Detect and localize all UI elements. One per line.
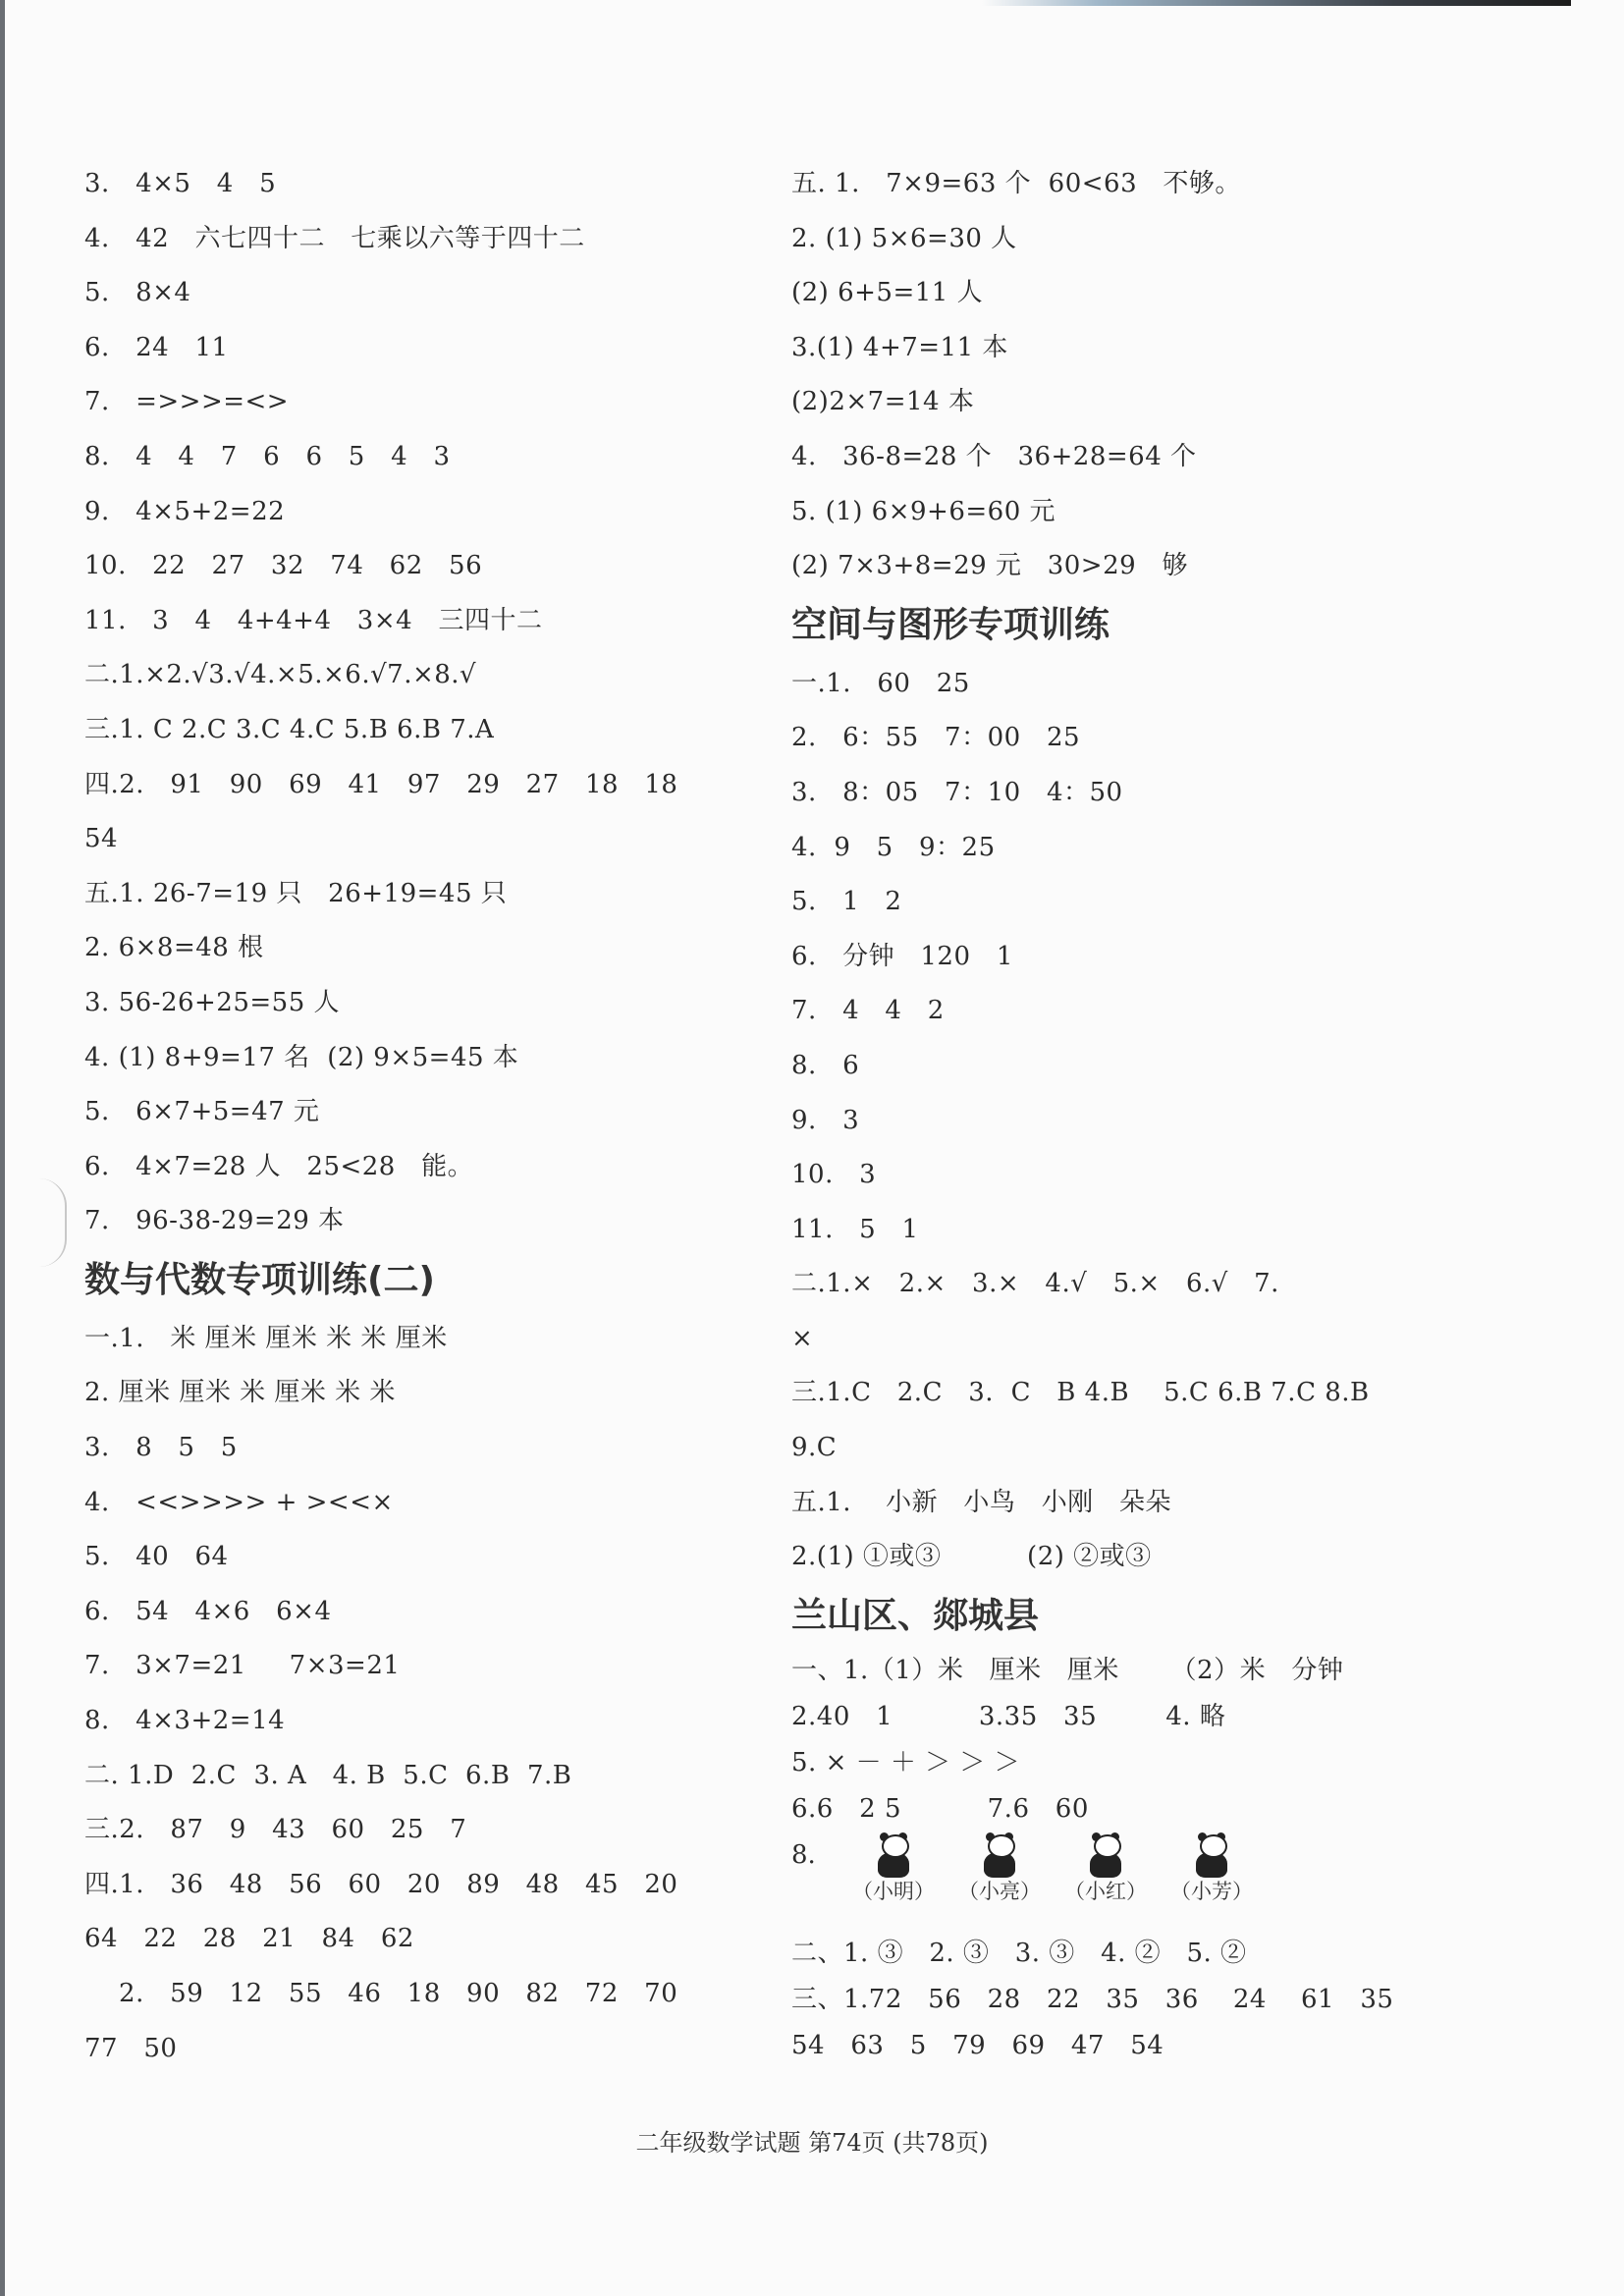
margin-pencil-mark bbox=[39, 1178, 67, 1267]
panda-figure bbox=[947, 1832, 1053, 1905]
answer-list-word-problems bbox=[791, 157, 1479, 594]
answer-line: 7. 4 4 2 bbox=[791, 996, 945, 1026]
answer-line: 四.1. 36 48 56 60 20 89 48 45 20 bbox=[84, 1869, 678, 1899]
answer-line: 3. 4×5 4 5 bbox=[84, 169, 277, 198]
answer-line: 5. 6×7+5=47 元 bbox=[84, 1097, 320, 1127]
answer-line: × bbox=[791, 1323, 814, 1353]
answer-list-space-shape bbox=[791, 657, 1479, 1585]
answer-line: 二、1. ③ 2. ③ 3. ③ 4. ② 5. ② bbox=[791, 1938, 1247, 1968]
section-heading-number-algebra-2: 数与代数专项训练(二) bbox=[84, 1259, 435, 1300]
answer-line: 54 bbox=[84, 824, 119, 854]
answer-line: 6.6 2 5 7.6 60 bbox=[791, 1793, 1089, 1824]
answer-line: 四.2. 91 90 69 41 97 29 27 18 18 bbox=[84, 769, 678, 799]
panda-caption: （小红） bbox=[1064, 1879, 1147, 1903]
answer-line: 2. 厘米 厘米 米 厘米 米 米 bbox=[84, 1378, 396, 1408]
answer-line: 2. 6×8=48 根 bbox=[84, 933, 264, 963]
answer-line: 11. 3 4 4+4+4 3×4 三四十二 bbox=[84, 605, 543, 635]
answer-line: 7. =>>>=<> bbox=[84, 387, 290, 417]
answer-line: 54 63 5 79 69 47 54 bbox=[791, 2030, 1164, 2060]
answer-line: 9.C bbox=[791, 1433, 838, 1463]
answer-line: (2) 6+5=11 人 bbox=[791, 278, 984, 308]
panda-side-icon bbox=[1086, 1834, 1125, 1878]
answer-line: 4. 9 5 9：25 bbox=[791, 832, 996, 862]
answer-line: 五.1. 小新 小鸟 小刚 朵朵 bbox=[791, 1487, 1172, 1517]
answer-line: 4. (1) 8+9=17 名 (2) 9×5=45 本 bbox=[84, 1042, 519, 1072]
answer-line: 二. 1.D 2.C 3. A 4. B 5.C 6.B 7.B bbox=[84, 1760, 572, 1790]
answer-line: 二.1.× 2.× 3.× 4.√ 5.× 6.√ 7. bbox=[791, 1269, 1279, 1299]
answer-line: 10. 22 27 32 74 62 56 bbox=[84, 551, 483, 581]
answer-line: 8. 6 bbox=[791, 1050, 860, 1080]
answer-line: 2.40 1 3.35 35 4. 略 bbox=[791, 1701, 1226, 1731]
answer-line: 64 22 28 21 84 62 bbox=[84, 1924, 414, 1954]
answer-list-lanshan-part1 bbox=[791, 1648, 1479, 1832]
answer-line: 2. 59 12 55 46 18 90 82 72 70 bbox=[84, 1979, 678, 2008]
answer-line: 8. 4 4 7 6 6 5 4 3 bbox=[84, 441, 451, 471]
panda-caption: （小明） bbox=[852, 1879, 935, 1903]
answer-line: 3. 8 5 5 bbox=[84, 1433, 238, 1463]
answer-line: 2. (1) 5×6=30 人 bbox=[791, 223, 1017, 253]
answer-line: 三、1.72 56 28 22 35 36 24 61 35 bbox=[791, 1984, 1394, 2014]
answer-line: 五. 1. 7×9=63 个 60<63 不够。 bbox=[791, 169, 1241, 198]
answer-line: 6. 4×7=28 人 25<28 能。 bbox=[84, 1151, 474, 1181]
panda-views-answer bbox=[791, 1832, 1479, 1931]
panda-caption: （小芳） bbox=[1170, 1879, 1253, 1903]
answer-line: 3.(1) 4+7=11 本 bbox=[791, 332, 1008, 362]
section-heading-lanshan-tancheng: 兰山区、郯城县 bbox=[791, 1595, 1040, 1636]
answer-line: 8. 4×3+2=14 bbox=[84, 1706, 286, 1736]
scan-edge-top bbox=[982, 0, 1571, 6]
answer-list-lanshan-part2 bbox=[791, 1931, 1479, 2069]
answer-line: 3. 8：05 7：10 4：50 bbox=[791, 777, 1123, 807]
answer-line: 7. 96-38-29=29 本 bbox=[84, 1206, 345, 1236]
answer-line: 三.1. C 2.C 3.C 4.C 5.B 6.B 7.A bbox=[84, 714, 495, 744]
answer-line: 5. 1 2 bbox=[791, 887, 902, 917]
answer-line: 三.1.C 2.C 3. C B 4.B 5.C 6.B 7.C 8.B bbox=[791, 1378, 1370, 1408]
answer-line: 9. 4×5+2=22 bbox=[84, 496, 286, 526]
section-heading-space-shape: 空间与图形专项训练 bbox=[791, 604, 1110, 645]
panda-figure bbox=[840, 1832, 947, 1905]
answer-line: 5. 40 64 bbox=[84, 1542, 229, 1572]
answer-line: (2)2×7=14 本 bbox=[791, 387, 975, 417]
right-column bbox=[791, 157, 1479, 2069]
panda-back-icon bbox=[1192, 1834, 1231, 1878]
answer-line: 二.1.×2.√3.√4.×5.×6.√7.×8.√ bbox=[84, 660, 477, 690]
answer-line: 7. 3×7=21 7×3=21 bbox=[84, 1651, 401, 1681]
answer-line: 11. 5 1 bbox=[791, 1214, 919, 1244]
answer-line: 2.(1) ①或③ (2) ②或③ bbox=[791, 1542, 1152, 1572]
answer-list-continued bbox=[84, 157, 752, 1249]
answer-line: 5. 8×4 bbox=[84, 278, 191, 308]
answer-line: 4. 42 六七四十二 七乘以六等于四十二 bbox=[84, 223, 585, 253]
answer-line: 10. 3 bbox=[791, 1160, 877, 1190]
answer-line: 一.1. 米 厘米 厘米 米 米 厘米 bbox=[84, 1323, 448, 1353]
panda-figure bbox=[1159, 1832, 1265, 1905]
panda-side-icon bbox=[980, 1834, 1019, 1878]
answer-line: 三.2. 87 9 43 60 25 7 bbox=[84, 1815, 467, 1845]
panda-caption: （小亮） bbox=[958, 1879, 1041, 1903]
answer-line: 4. <<>>>> + ><<× bbox=[84, 1487, 394, 1517]
answer-line: 6. 24 11 bbox=[84, 332, 229, 362]
answer-line: (2) 7×3+8=29 元 30>29 够 bbox=[791, 551, 1188, 581]
answer-line: 77 50 bbox=[84, 2033, 178, 2063]
answer-line: 9. 3 bbox=[791, 1105, 860, 1135]
question-number: 8. bbox=[791, 1839, 816, 1870]
answer-line: 2. 6：55 7：00 25 bbox=[791, 723, 1081, 753]
answer-list-number-algebra-2 bbox=[84, 1312, 752, 2076]
scan-edge-left bbox=[0, 0, 5, 2296]
answer-line: 五.1. 26-7=19 只 26+19=45 只 bbox=[84, 878, 508, 908]
panda-front-icon bbox=[874, 1834, 913, 1878]
answer-line: 5. (1) 6×9+6=60 元 bbox=[791, 496, 1056, 526]
panda-figure bbox=[1053, 1832, 1159, 1905]
answer-line: 3. 56-26+25=55 人 bbox=[84, 987, 341, 1017]
answer-line: 4. 36-8=28 个 36+28=64 个 bbox=[791, 441, 1197, 471]
answer-line: 一、1.（1）米 厘米 厘米 （2）米 分钟 bbox=[791, 1655, 1344, 1685]
answer-line: 6. 54 4×6 6×4 bbox=[84, 1596, 332, 1626]
answer-line: 一.1. 60 25 bbox=[791, 668, 970, 698]
left-column bbox=[84, 157, 752, 2076]
answer-line: 5. × － ＋ ＞ ＞ ＞ bbox=[791, 1747, 1021, 1777]
answer-line: 6. 分钟 120 1 bbox=[791, 941, 1013, 971]
page-footer: 二年级数学试题 第74页 (共78页) bbox=[635, 2129, 989, 2157]
